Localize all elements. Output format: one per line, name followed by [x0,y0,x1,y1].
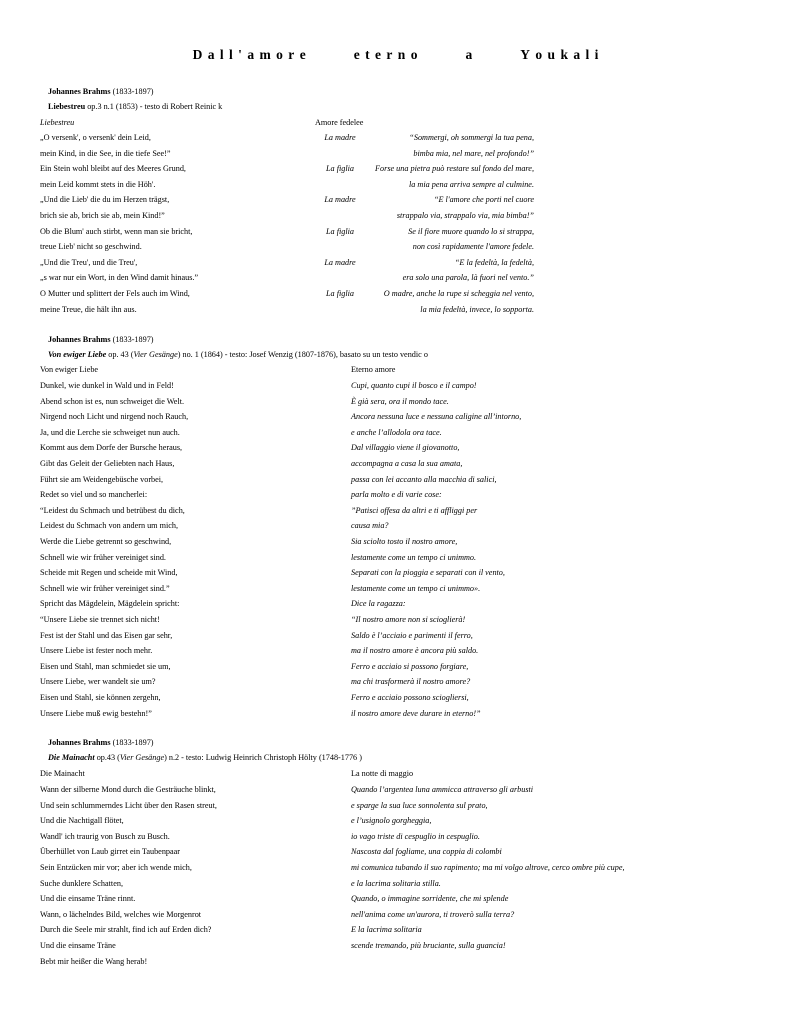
verse-de: Ja, und die Lerche sie schweiget nun auch. [40,427,180,437]
verse-it: lestamente come un tempo ci unimmo. [351,552,477,562]
song2-heading-de: Von ewiger Liebe [40,365,99,374]
work-line-1 [48,102,222,111]
speaker-label: La figlia [326,226,354,236]
verse-de: Fest ist der Stahl und das Eisen gar sehr, [40,630,173,640]
verse-de: Scheide mit Regen und scheide mit Wind, [40,568,178,578]
verse-it: accompagna a casa la sua amata, [351,459,463,468]
composer-name: Johannes Brahms [48,738,111,747]
verse-de: Sein Entzücken mir vor; aber ich wende mich, [40,863,192,872]
verse-de: Ein Stein wohl bleibt auf des Meeres Grund, [40,164,186,174]
composer-line-2 [48,335,154,344]
verse-it: la mia pena arriva sempre al culmine. [409,179,534,189]
verse-de: Wann, o lächelndes Bild, welches wie Morgenrot [40,909,202,919]
verse-it: parla molto e di varie cose: [351,490,442,500]
verse-it: “Sommergi, oh sommergi la tua pena, [409,133,534,142]
verse-de: O Mutter und splittert der Fels auch im Wind, [40,289,190,298]
verse-de: Leidest du Schmach von andern um mich, [40,521,179,531]
work-details: ) no. 1 (1864) - testo: Josef Wenzig (1807-1876), basato su un testo vendic o [177,350,428,359]
verse-it: Nascosta dal fogliame, una coppia di colombi [351,847,502,857]
verse-it: il nostro amore deve durare in eterno!” [351,708,481,718]
song2-heading-it: Eterno amore [351,365,396,374]
work-details: ) n.2 - testo: Ludwig Heinrich Christoph Hölty (1748-1776 ) [164,753,362,762]
verse-it: e sparge la sua luce sonnolenta sul prato, [351,800,488,810]
speaker-label: La figlia [326,289,354,298]
verse-de: Unsere Liebe ist fester noch mehr. [40,646,153,656]
composer-name: Johannes Brahms [48,335,111,344]
verse-de: mein Kind, in die See, in die tiefe See!” [40,148,171,158]
verse-it: Sia sciolto tosto il nostro amore, [351,537,458,546]
speaker-label: La madre [324,133,356,142]
verse-it: Ancora nessuna luce e nessuna caligine all’intorno, [351,412,522,422]
verse-it: Saldo è l’acciaio e parimenti il ferro, [351,630,473,640]
verse-it: e la lacrima solitaria stilla. [351,878,441,888]
work-title: Die Mainacht [48,753,95,762]
verse-de: Überhüllet von Laub girret ein Taubenpaar [40,847,181,857]
verse-it: O madre, anche la rupe si scheggia nel vento, [383,289,534,298]
verse-de: Spricht das Mägdelein, Mägdelein spricht: [40,599,180,609]
verse-it: È già sera, ora il mondo tace. [351,396,449,406]
verse-de: Bebt mir heißer die Wang herab! [40,956,148,966]
verse-it: e l’usignolo gorgheggia, [351,816,432,826]
verse-it: Ferro e acciaio si possono forgiare, [351,661,469,671]
work-opus: op.43 ( [94,753,120,762]
verse-it: Ferro e acciaio possono sciogliersi, [351,693,469,702]
verse-it: strappalo via, strappalo via, mia bimba!” [396,211,534,220]
verse-de: Und die einsame Träne rinnt. [40,894,136,904]
verse-it: causa mia? [351,521,389,531]
composer-dates: (1833-1897) [112,738,154,747]
verse-de: Unsere Liebe muß ewig bestehn!” [40,708,152,718]
speaker-label: La madre [324,257,356,267]
composer-dates: (1833-1897) [112,335,154,344]
verse-de: Ob die Blum' auch stirbt, wenn man sie bricht, [40,226,193,236]
verse-de: „Und die Lieb' die du im Herzen trägst, [40,195,170,205]
verse-de: Wann der silberne Mond durch die Gesträuche blinkt, [40,785,216,794]
verse-de: Eisen und Stahl, sie können zergehn, [40,693,161,702]
verse-it: Forse una pietra può restare sul fondo del mare, [375,164,534,174]
song1-heading-it: Amore fedelee [315,118,364,127]
verse-de: Durch die Seele mir strahlt, find ich auf Erden dich? [40,925,212,935]
verse-it: Se il fiore muore quando lo si strappa, [408,226,534,236]
verse-de: Und die Nachtigall flötet, [40,816,124,826]
composer-name: Johannes Brahms [48,87,111,96]
verse-it: Separati con la pioggia e separati con il vento, [351,568,505,578]
verse-de: „O versenk', o versenk' dein Leid, [40,133,151,142]
verse-de: meine Treue, die hält ihn aus. [40,304,137,314]
speaker-label: La figlia [326,164,354,174]
verse-it: non così rapidamente l'amore fedele. [412,242,534,252]
work-details: op.3 n.1 (1853) - testo di Robert Reinic k [85,102,223,111]
verse-it: nell'anima come un'aurora, ti troverò sulla terra? [351,909,515,919]
verse-it: ma il nostro amore è ancora più saldo. [351,646,479,656]
work-opus: op. 43 ( [106,350,134,359]
verse-de: „s war nur ein Wort, in den Wind damit hinaus.” [40,273,199,283]
verse-de: „Und die Treu', und die Treu', [40,257,138,267]
verse-it: “E la fedeltà, la fedeltà, [454,257,534,267]
verse-de: Werde die Liebe getrennt so geschwind, [40,537,172,546]
work-set: Vier Gesänge [133,350,178,359]
song3-heading-it: La notte di maggio [351,769,414,778]
verse-de: Schnell wie wir früher vereiniget sind.” [40,583,170,593]
verse-it: lestamente come un tempo ci unimmo». [351,583,481,593]
speaker-label: La madre [324,195,356,205]
verse-it: bimba mia, nel mare, nel profondo!” [413,148,534,158]
composer-line-1 [48,87,154,96]
verse-it: ma chi trasformerà il nostro amore? [351,677,471,687]
verse-de: “Unsere Liebe sie trennet sich nicht! [40,615,160,624]
verse-de: brich sie ab, brich sie ab, mein Kind!” [40,211,165,220]
work-set: Vier Gesänge [119,753,165,762]
verse-it: Quando, o immagine sorridente, che mi splende [351,894,509,904]
verse-de: Eisen und Stahl, man schmiedet sie um, [40,661,171,671]
verse-it: Dice la ragazza: [351,599,406,609]
work-title: Liebestreu [48,102,86,111]
work-line-2 [48,350,428,359]
verse-de: Und die einsame Träne [40,941,116,950]
work-title: Von ewiger Liebe [48,350,107,359]
song3-heading-de: Die Mainacht [40,769,85,778]
verse-de: Gibt das Geleit der Geliebten nach Haus, [40,459,175,468]
verse-it: ”Patisci offesa da altri e ti affliggi per [351,505,478,515]
verse-it: “Il nostro amore non si scioglierà! [351,615,466,624]
verse-de: Und sein schlummerndes Licht über den Rasen streut, [40,800,217,810]
verse-de: treue Lieb' nicht so geschwind. [40,242,142,252]
verse-de: Schnell wie wir früher vereiniget sind. [40,552,166,562]
verse-it: io vago triste di cespuglio in cespuglio. [351,831,480,841]
verse-de: Abend schon ist es, nun schweiget die Welt. [40,396,185,406]
verse-de: Dunkel, wie dunkel in Wald und in Feld! [40,381,174,390]
verse-it: Cupi, quanto cupi il bosco e il campo! [351,381,477,390]
verse-de: Redet so viel und so mancherlei: [40,490,148,500]
verse-de: Wandl' ich traurig von Busch zu Busch. [40,831,170,841]
composer-dates: (1833-1897) [112,87,154,96]
verse-de: mein Leid kommt stets in die Höh'. [40,179,156,189]
verse-it: e anche l’allodola ora tace. [351,427,442,437]
verse-de: Unsere Liebe, wer wandelt sie um? [40,677,156,687]
verse-it: passa con lei accanto alla macchia di salici, [351,474,497,484]
verse-it: Dal villaggio viene il giovanotto, [351,443,460,453]
verse-it: “E l'amore che porti nel cuore [433,195,534,205]
verse-it: la mia fedeltà, invece, lo sopporta. [420,304,534,314]
verse-it: era solo una parola, là fuori nel vento.” [402,273,534,283]
verse-de: “Leidest du Schmach und betrübest du dich, [40,505,185,515]
verse-it: mi comunica tubando il suo rapimento; ma mi volgo altrove, cerco ombre più cupe, [351,863,625,872]
verse-de: Kommt aus dem Dorfe der Bursche heraus, [40,443,183,453]
composer-line-3 [48,738,154,747]
verse-it: E la lacrima solitaria [351,925,422,935]
verse-it: scende tremando, più bruciante, sulla guancia! [351,941,506,950]
verse-it: Quando l’argentea luna ammicca attraverso gli arbusti [351,785,534,794]
song1-heading-de: Liebestreu [40,118,75,127]
work-line-3 [48,753,362,762]
verse-de: Nirgend noch Licht und nirgend noch Rauch, [40,412,189,422]
verse-de: Suche dunklere Schatten, [40,878,123,888]
verse-de: Führt sie am Weidengebüsche vorbei, [40,474,164,484]
page-title: D a l l ' a m o r e e t e r n o a Y o u k a l i [192,47,599,62]
